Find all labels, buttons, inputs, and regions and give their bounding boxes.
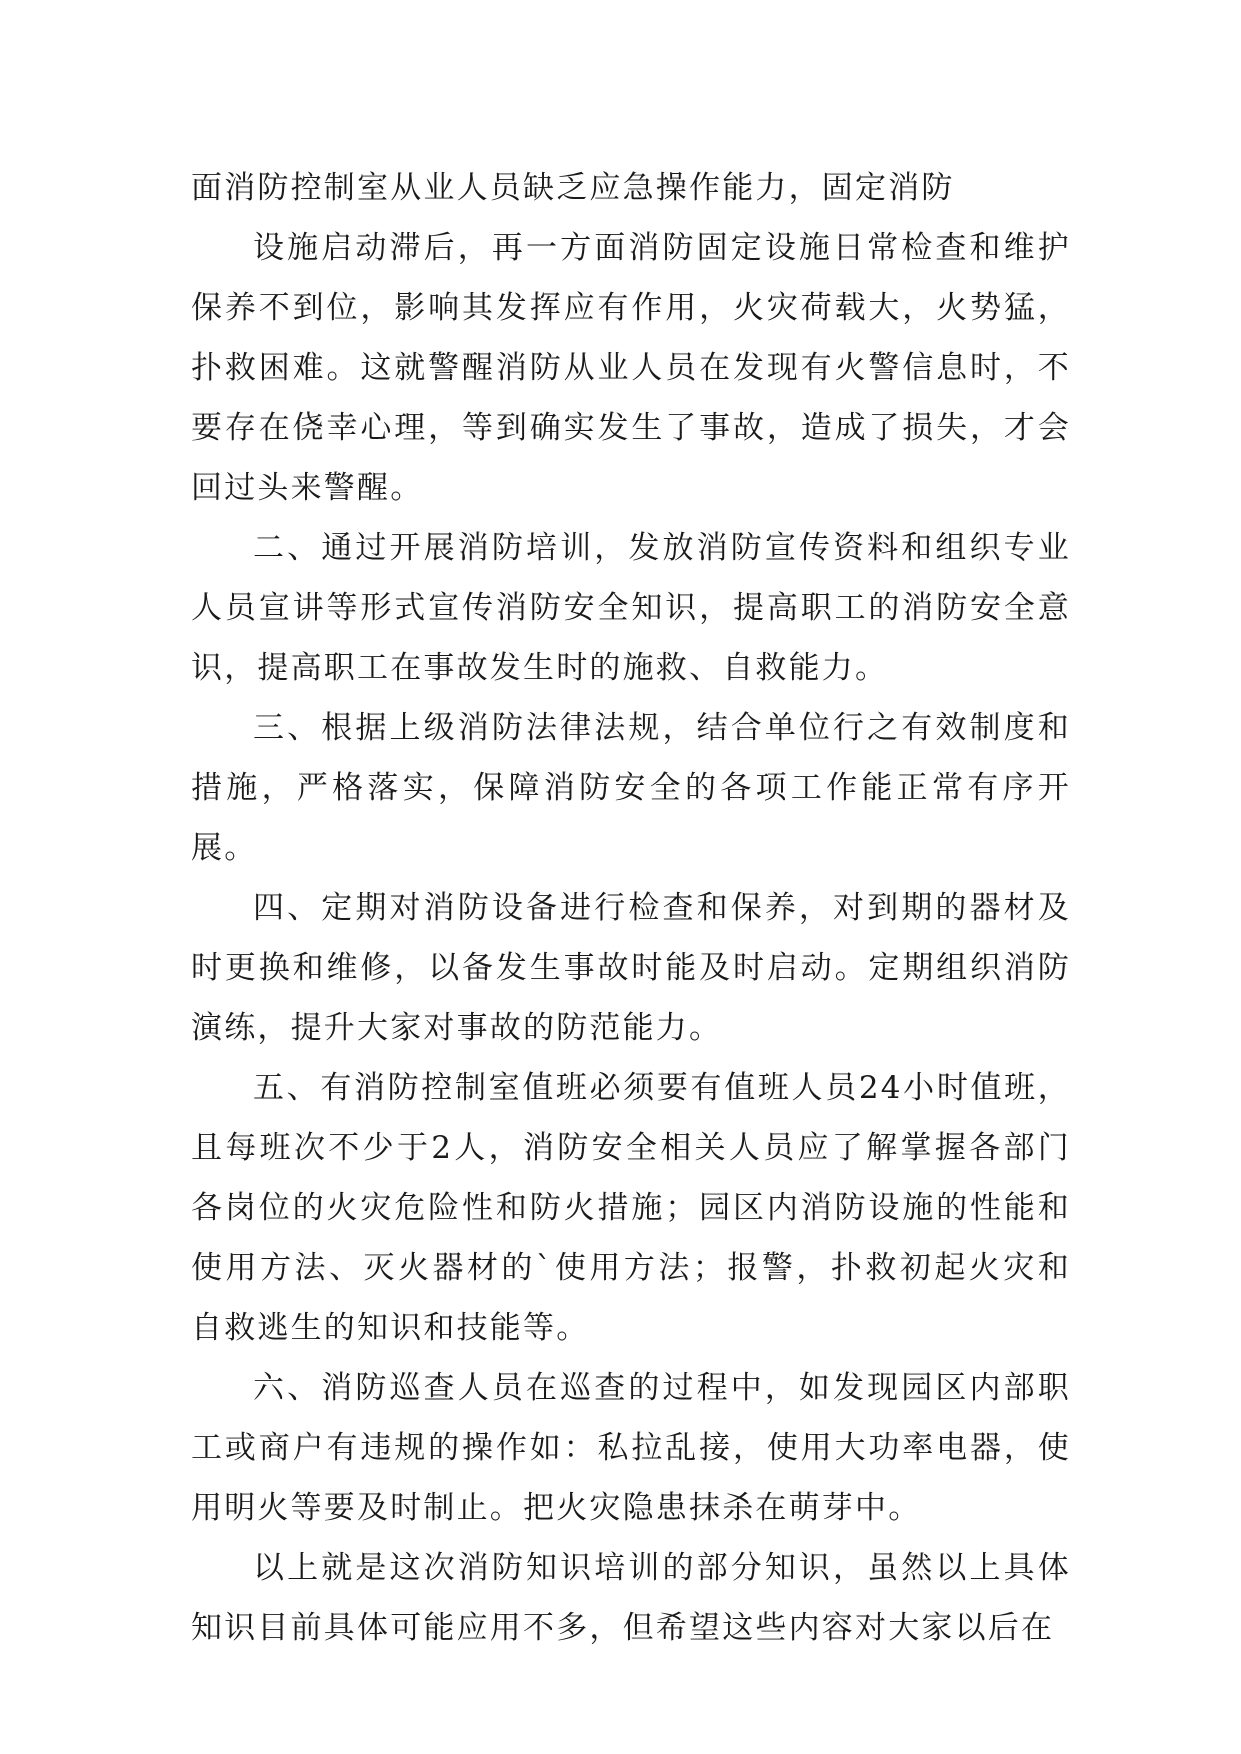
paragraph-item-2: 二、通过开展消防培训，发放消防宣传资料和组织专业人员宣讲等形式宣传消防安全知识，提高职工的消防安全意识，提高职工在事故发生时的施救、自救能力。	[191, 530, 1071, 686]
paragraph-item-4: 四、定期对消防设备进行检查和保养，对到期的器材及时更换和维修，以备发生事故时能及时启动。定期组织消防演练，提升大家对事故的防范能力。	[191, 890, 1071, 1046]
paragraph-continuation: 面消防控制室从业人员缺乏应急操作能力，固定消防	[191, 170, 955, 206]
paragraph-item-3: 三、根据上级消防法律法规，结合单位行之有效制度和措施，严格落实，保障消防安全的各项工作能正常有序开展。	[191, 710, 1071, 866]
paragraph-item-5: 五、有消防控制室值班必须要有值班人员24小时值班，且每班次不少于2人，消防安全相关人员应了解掌握各部门各岗位的火灾危险性和防火措施；园区内消防设施的性能和使用方法、灭火器材的`使用方法；报警，扑救初起火灾和自救逃生的知识和技能等。	[191, 1070, 1071, 1346]
document-body	[191, 158, 1071, 1658]
paragraph-item-6: 六、消防巡查人员在巡查的过程中，如发现园区内部职工或商户有违规的操作如：私拉乱接，使用大功率电器，使用明火等要及时制止。把火灾隐患抹杀在萌芽中。	[191, 1370, 1071, 1526]
paragraph-facility-maintenance: 设施启动滞后，再一方面消防固定设施日常检查和维护保养不到位，影响其发挥应有作用，火灾荷载大，火势猛，扑救困难。这就警醒消防从业人员在发现有火警信息时，不要存在侥幸心理，等到确实发生了事故，造成了损失，才会回过头来警醒。	[191, 230, 1071, 506]
paragraph-conclusion: 以上就是这次消防知识培训的部分知识，虽然以上具体知识目前具体可能应用不多，但希望这些内容对大家以后在	[191, 1550, 1071, 1646]
